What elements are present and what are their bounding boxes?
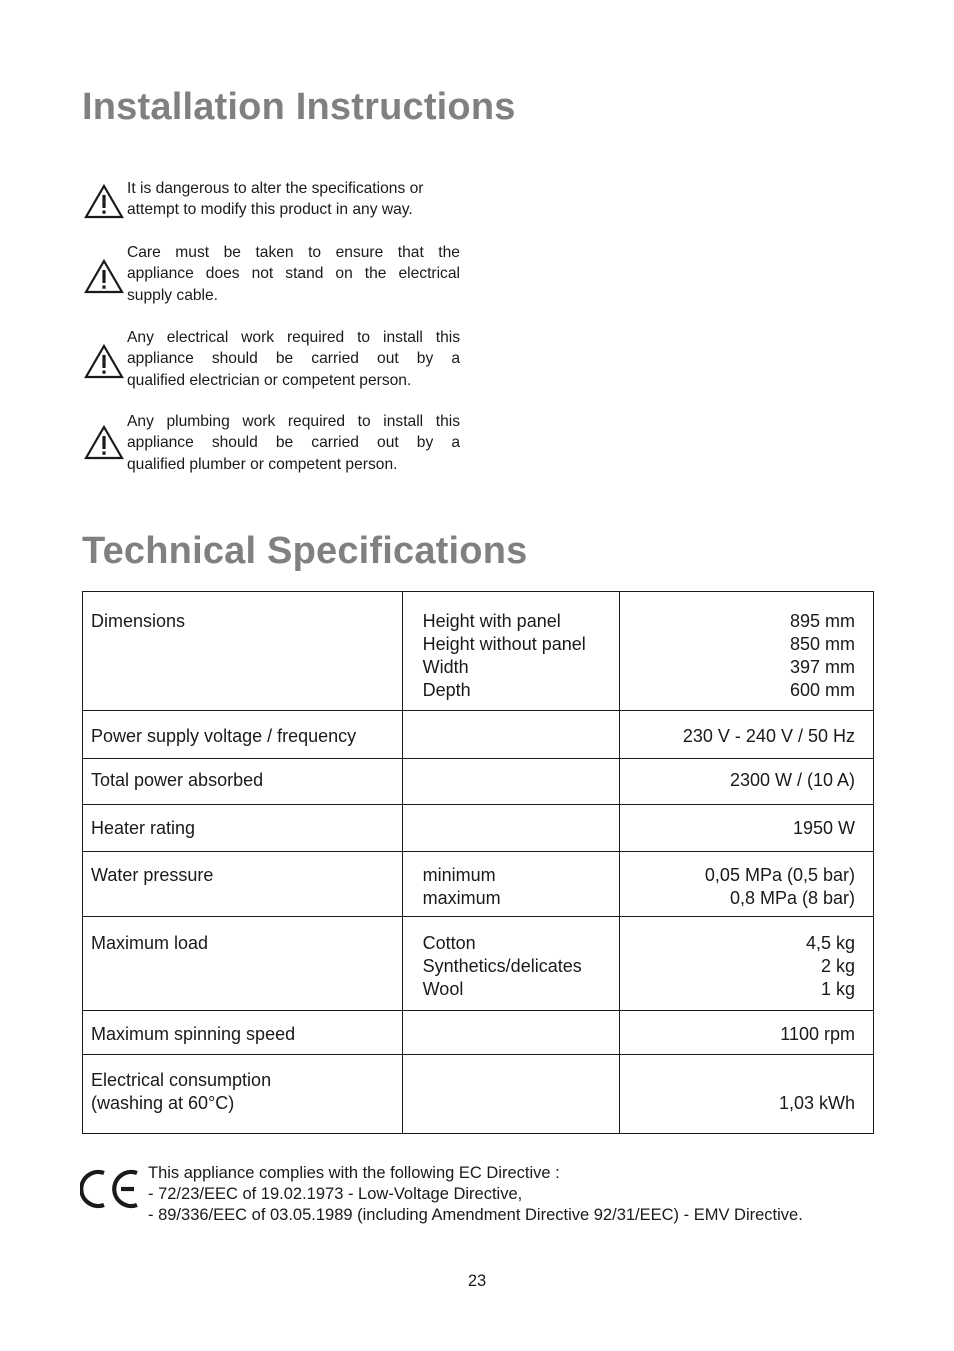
warning-line: qualified electrician or competent person. bbox=[127, 371, 412, 389]
warning-item bbox=[84, 411, 460, 481]
spec-sublabel: Height without panel bbox=[422, 634, 586, 654]
spec-sublabel-cell bbox=[402, 1055, 620, 1134]
spec-sublabel: Synthetics/delicates bbox=[422, 956, 582, 976]
warning-line: supply cable. bbox=[127, 286, 219, 304]
spec-row bbox=[83, 711, 874, 759]
spec-value-cell bbox=[620, 852, 874, 917]
spec-value: 1,03 kWh bbox=[778, 1093, 855, 1113]
warning-triangle-icon bbox=[84, 259, 124, 295]
warning-line: qualified plumber or competent person. bbox=[127, 455, 398, 473]
spec-sublabel-cell bbox=[402, 711, 620, 759]
ce-mark-icon bbox=[80, 1167, 142, 1211]
compliance-line: This appliance complies with the following EC Directive : bbox=[148, 1164, 560, 1182]
spec-value-cell bbox=[620, 917, 874, 1011]
specifications-table bbox=[82, 591, 874, 1134]
warning-line: attempt to modify this product in any way. bbox=[127, 201, 413, 219]
compliance-line: - 72/23/EEC of 19.02.1973 - Low-Voltage Directive, bbox=[148, 1185, 523, 1203]
warning-line: appliance should be carried out by a bbox=[127, 350, 460, 368]
technical-specifications-title: Technical Specifications bbox=[82, 530, 528, 572]
spec-value-cell bbox=[620, 1055, 874, 1134]
warning-line: Care must be taken to ensure that the bbox=[127, 244, 460, 261]
spec-value: 1100 rpm bbox=[780, 1024, 855, 1044]
warning-text bbox=[127, 178, 460, 221]
spec-value: 0,8 MPa (8 bar) bbox=[729, 888, 855, 908]
spec-sublabel: Width bbox=[422, 657, 469, 677]
spec-sublabel-cell bbox=[402, 759, 620, 805]
spec-sublabel: Height with panel bbox=[422, 611, 561, 631]
spec-label: Electrical consumption bbox=[91, 1070, 272, 1090]
spec-row bbox=[83, 917, 874, 1011]
warning-line: Any electrical work required to install this bbox=[127, 329, 460, 346]
spec-label-cell bbox=[83, 917, 403, 1011]
warning-item bbox=[84, 242, 460, 312]
spec-label-cell bbox=[83, 711, 403, 759]
warning-text bbox=[127, 242, 460, 306]
spec-value: 850 mm bbox=[789, 634, 855, 654]
spec-value-cell bbox=[620, 592, 874, 711]
spec-value-cell bbox=[620, 805, 874, 852]
spec-label-cell bbox=[83, 1011, 403, 1055]
warning-line: appliance does not stand on the electrical bbox=[127, 265, 460, 283]
compliance-text bbox=[148, 1163, 803, 1226]
spec-value: 895 mm bbox=[789, 611, 855, 631]
warning-line: appliance should be carried out by a bbox=[127, 434, 460, 452]
spec-row bbox=[83, 805, 874, 852]
spec-row bbox=[83, 759, 874, 805]
spec-sublabel: minimum bbox=[422, 865, 496, 885]
warning-text bbox=[127, 327, 460, 391]
spec-row bbox=[83, 1055, 874, 1134]
spec-row bbox=[83, 1011, 874, 1055]
spec-label: Dimensions bbox=[91, 611, 186, 631]
spec-sublabel: Wool bbox=[422, 979, 464, 999]
spec-label: (washing at 60°C) bbox=[91, 1093, 235, 1113]
page-number: 23 bbox=[467, 1272, 487, 1290]
spec-label-cell bbox=[83, 805, 403, 852]
spec-sublabel-cell bbox=[402, 1011, 620, 1055]
warning-line: Any plumbing work required to install this bbox=[127, 413, 460, 430]
spec-label-cell bbox=[83, 1055, 403, 1134]
compliance-line: - 89/336/EEC of 03.05.1989 (including Amendment Directive 92/31/EEC) - EMV Directive. bbox=[148, 1206, 803, 1224]
spec-value: 2 kg bbox=[820, 956, 855, 976]
spec-value bbox=[620, 1069, 855, 1092]
spec-value: 0,05 MPa (0,5 bar) bbox=[704, 865, 855, 885]
spec-label: Total power absorbed bbox=[91, 770, 264, 790]
spec-label-cell bbox=[83, 592, 403, 711]
warning-triangle-icon bbox=[84, 344, 124, 380]
spec-sublabel: maximum bbox=[422, 888, 501, 908]
spec-label: Heater rating bbox=[91, 818, 196, 838]
spec-sublabel: Cotton bbox=[422, 933, 476, 953]
spec-sublabel-cell bbox=[402, 592, 620, 711]
spec-value: 1 kg bbox=[820, 979, 855, 999]
spec-value: 1950 W bbox=[792, 818, 855, 838]
warning-text bbox=[127, 411, 460, 475]
spec-label: Power supply voltage / frequency bbox=[91, 726, 357, 746]
spec-row bbox=[83, 852, 874, 917]
warning-triangle-icon bbox=[84, 425, 124, 461]
spec-label-cell bbox=[83, 852, 403, 917]
spec-sublabel-cell bbox=[402, 805, 620, 852]
spec-value: 397 mm bbox=[789, 657, 855, 677]
warning-line: It is dangerous to alter the specifications or bbox=[127, 180, 424, 197]
spec-label-cell bbox=[83, 759, 403, 805]
spec-value: 4,5 kg bbox=[805, 933, 855, 953]
installation-title: Installation Instructions bbox=[82, 86, 516, 128]
warning-item bbox=[84, 178, 460, 248]
spec-row bbox=[83, 592, 874, 711]
spec-sublabel: Depth bbox=[422, 680, 471, 700]
spec-value: 230 V - 240 V / 50 Hz bbox=[682, 726, 855, 746]
spec-value-cell bbox=[620, 1011, 874, 1055]
spec-label: Water pressure bbox=[91, 865, 214, 885]
spec-label: Maximum spinning speed bbox=[91, 1024, 296, 1044]
spec-value-cell bbox=[620, 711, 874, 759]
spec-value-cell bbox=[620, 759, 874, 805]
warning-triangle-icon bbox=[84, 184, 124, 220]
spec-sublabel-cell bbox=[402, 917, 620, 1011]
spec-value: 600 mm bbox=[789, 680, 855, 700]
spec-sublabel-cell bbox=[402, 852, 620, 917]
warning-item bbox=[84, 327, 460, 397]
spec-label: Maximum load bbox=[91, 933, 209, 953]
spec-value: 2300 W / (10 A) bbox=[729, 770, 855, 790]
